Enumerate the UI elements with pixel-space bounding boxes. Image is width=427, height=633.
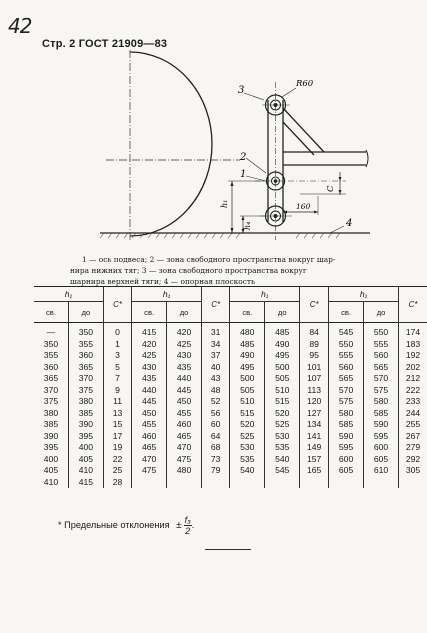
header-h1-group: h₁ <box>132 287 202 302</box>
cell-to: 405 <box>68 454 103 466</box>
figure-caption <box>70 254 390 287</box>
cell-to: 530 <box>265 431 300 443</box>
cell-to: 365 <box>68 362 103 374</box>
cell-from: 555 <box>329 350 364 362</box>
cell-c: 7 <box>103 373 131 385</box>
cell-to: 470 <box>167 442 202 454</box>
values-table <box>34 286 427 488</box>
header-h1-group: h₁ <box>34 287 103 302</box>
cell-c: 11 <box>103 396 131 408</box>
cell-to: 435 <box>167 362 202 374</box>
cell-to: 495 <box>265 350 300 362</box>
cell-to: 535 <box>265 442 300 454</box>
cell-to: 595 <box>364 431 399 443</box>
cell-to: 555 <box>364 339 399 351</box>
callout-1: 1 <box>240 169 247 180</box>
dim-c-label: C <box>326 185 336 192</box>
cell-to: 480 <box>167 465 202 477</box>
cell-from: 490 <box>230 350 265 362</box>
cell-c: 73 <box>202 454 230 466</box>
cell-from: 370 <box>43 384 59 395</box>
cell-to <box>167 477 202 489</box>
cell-from: 470 <box>132 454 167 466</box>
cell-to: 525 <box>265 419 300 431</box>
caption-line-1: 1 — ось подвеса; 2 — зона свободного пространства вокруг шар- <box>82 255 336 264</box>
cell-to: 455 <box>167 408 202 420</box>
cell-c: 3 <box>103 350 131 362</box>
cell-from: 465 <box>132 442 167 454</box>
header-h1-group: h₁ <box>329 287 399 302</box>
cell-c: 113 <box>300 385 329 397</box>
cell-from: 355 <box>43 350 59 360</box>
cell-c: 34 <box>202 339 230 351</box>
table-row <box>34 465 427 477</box>
cell-c: 48 <box>202 385 230 397</box>
cell-to: 360 <box>68 350 103 362</box>
footnote <box>58 515 194 536</box>
cell-from: 565 <box>329 373 364 385</box>
table-row <box>34 339 427 351</box>
cell-to: 395 <box>68 431 103 443</box>
cell-from: 380 <box>43 407 59 418</box>
cell-from: 410 <box>43 476 59 487</box>
cell-c: 149 <box>300 442 329 454</box>
cell-c: 79 <box>202 465 230 477</box>
cell-from: 385 <box>43 419 59 429</box>
cell-from: 540 <box>230 465 265 477</box>
cell-from: 350 <box>43 338 59 349</box>
cell-c: 17 <box>103 431 131 443</box>
cell-from: 395 <box>43 442 59 452</box>
cell-c: 84 <box>300 323 329 339</box>
cell-c: 56 <box>202 408 230 420</box>
cell-to: 380 <box>68 396 103 408</box>
cell-from: 495 <box>230 362 265 374</box>
brace-upper <box>283 108 324 152</box>
cell-to: 420 <box>167 323 202 339</box>
cell-to: 510 <box>265 385 300 397</box>
cell-c: 9 <box>103 385 131 397</box>
cell-c: 1 <box>103 339 131 351</box>
cell-from: 575 <box>329 396 364 408</box>
cell-c: 165 <box>300 465 329 477</box>
cell-to <box>265 477 300 489</box>
cell-from: 500 <box>230 373 265 385</box>
cell-to: 565 <box>364 362 399 374</box>
cell-to: 465 <box>167 431 202 443</box>
handwritten-page-number: 42 <box>8 14 32 38</box>
cell-from: 530 <box>230 442 265 454</box>
cell-from: 595 <box>329 442 364 454</box>
cell-from: 435 <box>132 373 167 385</box>
header-h1-group: h₁ <box>230 287 300 302</box>
caption-line-3: шарнира верхней тяги; 4 — опорная плоскость <box>70 277 255 286</box>
cell-from: 460 <box>132 431 167 443</box>
cell-c: 13 <box>103 408 131 420</box>
dim-h4-label: h₄ <box>243 221 252 230</box>
cell-to: 500 <box>265 362 300 374</box>
cell-from: 570 <box>329 385 364 397</box>
table-row <box>34 431 427 443</box>
cell-c: 19 <box>103 442 131 454</box>
cell-from: 415 <box>132 323 167 339</box>
cell-c <box>300 477 329 489</box>
wheel-arc <box>130 52 212 236</box>
cell-from: 580 <box>329 408 364 420</box>
cell-from: 550 <box>329 339 364 351</box>
header-c: C* <box>399 287 427 323</box>
cell-from: 485 <box>230 339 265 351</box>
table-row <box>34 323 427 339</box>
cell-from: 440 <box>132 385 167 397</box>
header-c: C* <box>103 287 131 323</box>
cell-from: 430 <box>132 362 167 374</box>
header-to: до <box>364 302 399 323</box>
cell-to: 605 <box>364 454 399 466</box>
cell-to: 460 <box>167 419 202 431</box>
cell-c: 95 <box>300 350 329 362</box>
cell-c: 192 <box>399 350 427 362</box>
footnote-fraction <box>184 515 192 536</box>
cell-to: 580 <box>364 396 399 408</box>
cell-c: 43 <box>202 373 230 385</box>
cell-to: 560 <box>364 350 399 362</box>
cell-to: 425 <box>167 339 202 351</box>
cell-c: 244 <box>399 408 427 420</box>
cell-from <box>230 477 265 489</box>
cell-from: 600 <box>329 454 364 466</box>
table-row <box>34 477 427 489</box>
cell-c: 28 <box>103 477 131 489</box>
cell-from: 590 <box>329 431 364 443</box>
cell-c: 64 <box>202 431 230 443</box>
header-to: до <box>265 302 300 323</box>
callout-4: 4 <box>346 218 353 229</box>
cell-from: 515 <box>230 408 265 420</box>
cell-c: 292 <box>399 454 427 466</box>
cell-to: 370 <box>68 373 103 385</box>
cell-c: 52 <box>202 396 230 408</box>
cell-c: 68 <box>202 442 230 454</box>
header-from: св. <box>329 302 364 323</box>
table-row <box>34 373 427 385</box>
caption-line-2: нира нижних тяг; 3 — зона свободного пространства вокруг <box>70 266 307 275</box>
cell-from: 560 <box>329 362 364 374</box>
table-row <box>34 350 427 362</box>
cell-to: 490 <box>265 339 300 351</box>
cell-c: 255 <box>399 419 427 431</box>
cell-from: 535 <box>230 454 265 466</box>
cell-to: 375 <box>68 385 103 397</box>
brace-lower <box>283 122 314 155</box>
cell-to: 350 <box>68 323 103 339</box>
cell-c: 157 <box>300 454 329 466</box>
cell-to: 440 <box>167 373 202 385</box>
technical-drawing <box>0 0 427 260</box>
footnote-denominator: 2 <box>185 526 191 536</box>
cell-to: 520 <box>265 408 300 420</box>
cell-c: 107 <box>300 373 329 385</box>
cell-c: 40 <box>202 362 230 374</box>
cell-c: 134 <box>300 419 329 431</box>
cell-from <box>132 477 167 489</box>
cell-to: 445 <box>167 385 202 397</box>
cell-from: 525 <box>230 431 265 443</box>
cell-c: 31 <box>202 323 230 339</box>
cell-c: 212 <box>399 373 427 385</box>
cell-from: 445 <box>132 396 167 408</box>
cell-c <box>202 477 230 489</box>
cell-from: 545 <box>329 323 364 339</box>
cell-from: 585 <box>329 419 364 431</box>
cell-to: 385 <box>68 408 103 420</box>
cell-c: 89 <box>300 339 329 351</box>
table-row <box>34 396 427 408</box>
header-from: св. <box>230 302 265 323</box>
cell-c: 120 <box>300 396 329 408</box>
table-row <box>34 454 427 466</box>
cell-from: 390 <box>43 430 59 441</box>
end-rule <box>205 549 251 550</box>
cell-to: 545 <box>265 465 300 477</box>
cell-from: 605 <box>329 465 364 477</box>
cell-c: 0 <box>103 323 131 339</box>
table-row <box>34 442 427 454</box>
cell-from: 505 <box>230 385 265 397</box>
dim-160-label: 160 <box>296 202 311 211</box>
cell-to: 410 <box>68 465 103 477</box>
cell-c: 202 <box>399 362 427 374</box>
footnote-numerator: f₃ <box>184 515 191 525</box>
cell-to: 515 <box>265 396 300 408</box>
cell-c: 267 <box>399 431 427 443</box>
cell-from: 375 <box>43 396 59 406</box>
cell-from: 365 <box>43 373 59 383</box>
cell-from: 520 <box>230 419 265 431</box>
cell-c: 279 <box>399 442 427 454</box>
cell-c: 183 <box>399 339 427 351</box>
header-from: св. <box>132 302 167 323</box>
cell-c: 5 <box>103 362 131 374</box>
cell-to: 355 <box>68 339 103 351</box>
header-c: C* <box>202 287 230 323</box>
cell-to: 475 <box>167 454 202 466</box>
dim-h1-label: h₁ <box>220 199 229 208</box>
cell-c: 37 <box>202 350 230 362</box>
cell-to: 600 <box>364 442 399 454</box>
cell-to: 450 <box>167 396 202 408</box>
header-from: св. <box>34 302 68 323</box>
cell-to: 485 <box>265 323 300 339</box>
cell-from: 405 <box>43 465 59 475</box>
table-row <box>34 419 427 431</box>
cell-to: 550 <box>364 323 399 339</box>
cell-from <box>329 477 364 489</box>
cell-from: 480 <box>230 323 265 339</box>
cell-to <box>364 477 399 489</box>
header-to: до <box>68 302 103 323</box>
cell-c: 15 <box>103 419 131 431</box>
cell-from: 455 <box>132 419 167 431</box>
radius-label: R60 <box>296 79 314 89</box>
values-table-wrapper <box>34 286 427 488</box>
cell-to: 585 <box>364 408 399 420</box>
header-c: C* <box>300 287 329 323</box>
cell-to: 590 <box>364 419 399 431</box>
cell-c: 22 <box>103 454 131 466</box>
cell-from: 360 <box>43 361 59 372</box>
header-to: до <box>167 302 202 323</box>
footnote-plusminus: ± <box>176 519 182 531</box>
cell-to: 570 <box>364 373 399 385</box>
cell-c: 305 <box>399 465 427 477</box>
page-header: Стр. 2 ГОСТ 21909—83 <box>42 38 168 50</box>
cell-c: 25 <box>103 465 131 477</box>
cell-to: 390 <box>68 419 103 431</box>
cell-to: 610 <box>364 465 399 477</box>
cell-c: 127 <box>300 408 329 420</box>
cell-from: 425 <box>132 350 167 362</box>
cell-to: 430 <box>167 350 202 362</box>
cell-to: 415 <box>68 477 103 489</box>
callout-2: 2 <box>240 152 247 163</box>
table-row <box>34 385 427 397</box>
cell-to: 540 <box>265 454 300 466</box>
table-row <box>34 362 427 374</box>
cell-c: 101 <box>300 362 329 374</box>
cell-to: 400 <box>68 442 103 454</box>
cell-c: 174 <box>399 323 427 339</box>
cell-from: 475 <box>132 465 167 477</box>
cell-from: 450 <box>132 408 167 420</box>
cell-from: 510 <box>230 396 265 408</box>
footnote-trail: . <box>191 519 195 530</box>
cell-from: 420 <box>132 339 167 351</box>
callout-3: 3 <box>238 85 245 96</box>
cell-from: — <box>46 327 56 337</box>
cell-from: 400 <box>43 453 59 464</box>
cell-c: 222 <box>399 385 427 397</box>
cell-c <box>399 477 427 489</box>
cell-c: 60 <box>202 419 230 431</box>
cell-to: 575 <box>364 385 399 397</box>
footnote-text: * Предельные отклонения <box>58 519 170 530</box>
table-row <box>34 408 427 420</box>
cell-c: 141 <box>300 431 329 443</box>
cell-c: 233 <box>399 396 427 408</box>
cell-to: 505 <box>265 373 300 385</box>
